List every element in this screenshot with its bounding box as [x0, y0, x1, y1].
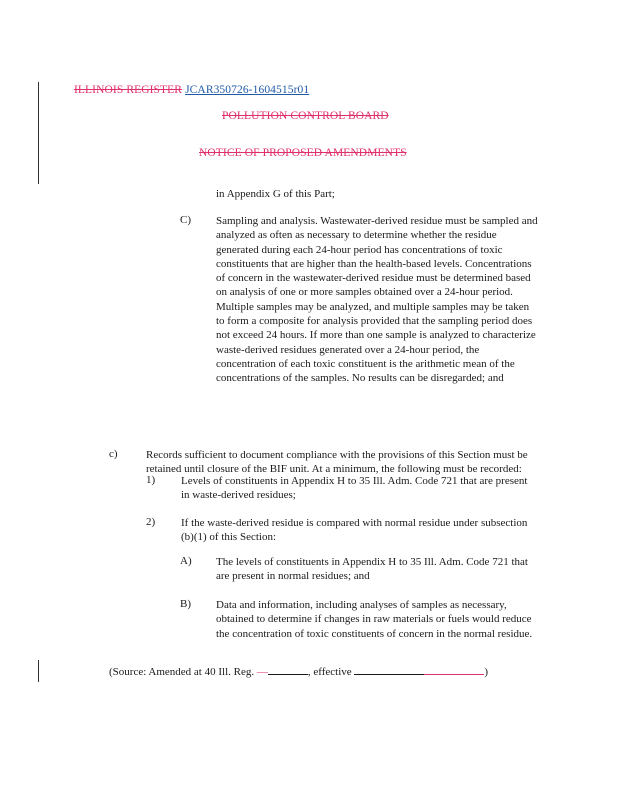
item-1-label: 1): [146, 474, 156, 486]
change-bar-top: [38, 82, 39, 184]
item-c-text: Records sufficient to document compliance with the provisions of this Section must be retained until closure of the BIF unit. At a minimum, the following must be recorded:: [146, 449, 528, 476]
effective-date-blank-inserted: [424, 664, 484, 675]
source-note: [109, 664, 488, 679]
item-C-text: Sampling and analysis. Wastewater-derived residue must be sampled and analyzed as often as necessary to determine whether the residue generated during each 24-hour period has concentrations of toxic constituents that are higher than the health-based levels. Concentrations of concern in the wastewater-derived residue must be determined based on analysis of one or more samples obtained over a 24-hour period. Multiple samples may be analyzed, and multiple samples may be taken to form a composite for analysis provided that the sampling period does not exceed 24 hours. If more than one sample is analyzed to characterize waste-derived residues generated over a 24-hour period, the concentration of each toxic constituent is the arithmetic mean of the concentrations of the samples. No results can be disregarded; and: [216, 215, 538, 385]
register-struck-text: ILLINOIS REGISTER: [74, 84, 183, 96]
item-A-text: The levels of constituents in Appendix H to 35 Ill. Adm. Code 721 that are present in normal residues; and: [216, 556, 528, 583]
board-title: POLLUTION CONTROL BOARD: [222, 110, 389, 122]
item-c-label: c): [109, 448, 118, 460]
source-struck-dash: —: [256, 666, 268, 678]
change-bar-bottom: [38, 660, 39, 682]
item-B-label: B): [180, 598, 191, 610]
source-mid: , effective: [307, 666, 352, 678]
register-inserted-text: JCAR350726-1604515r01: [185, 84, 310, 96]
notice-title: NOTICE OF PROPOSED AMENDMENTS: [199, 147, 407, 159]
item-1-text: Levels of constituents in Appendix H to 35 Ill. Adm. Code 721 that are present in waste-derived residues;: [181, 475, 528, 502]
item-2-text: If the waste-derived residue is compared with normal residue under subsection (b)(1) of this Section:: [181, 517, 528, 544]
register-page-blank: [268, 664, 308, 675]
item-A-label: A): [180, 555, 192, 567]
item-2-label: 2): [146, 516, 156, 528]
register-header: [74, 84, 309, 96]
effective-date-blank: [354, 664, 424, 675]
source-suffix: ): [484, 666, 489, 678]
item-B-text: Data and information, including analyses of samples as necessary, obtained to determine if changes in raw materials or fuels would reduce the concentration of toxic constituents of concern in the normal residue.: [216, 599, 533, 640]
continuation-text: in Appendix G of this Part;: [216, 188, 335, 200]
item-C-label: C): [180, 214, 191, 226]
source-prefix: (Source: Amended at 40 Ill. Reg.: [109, 666, 255, 678]
